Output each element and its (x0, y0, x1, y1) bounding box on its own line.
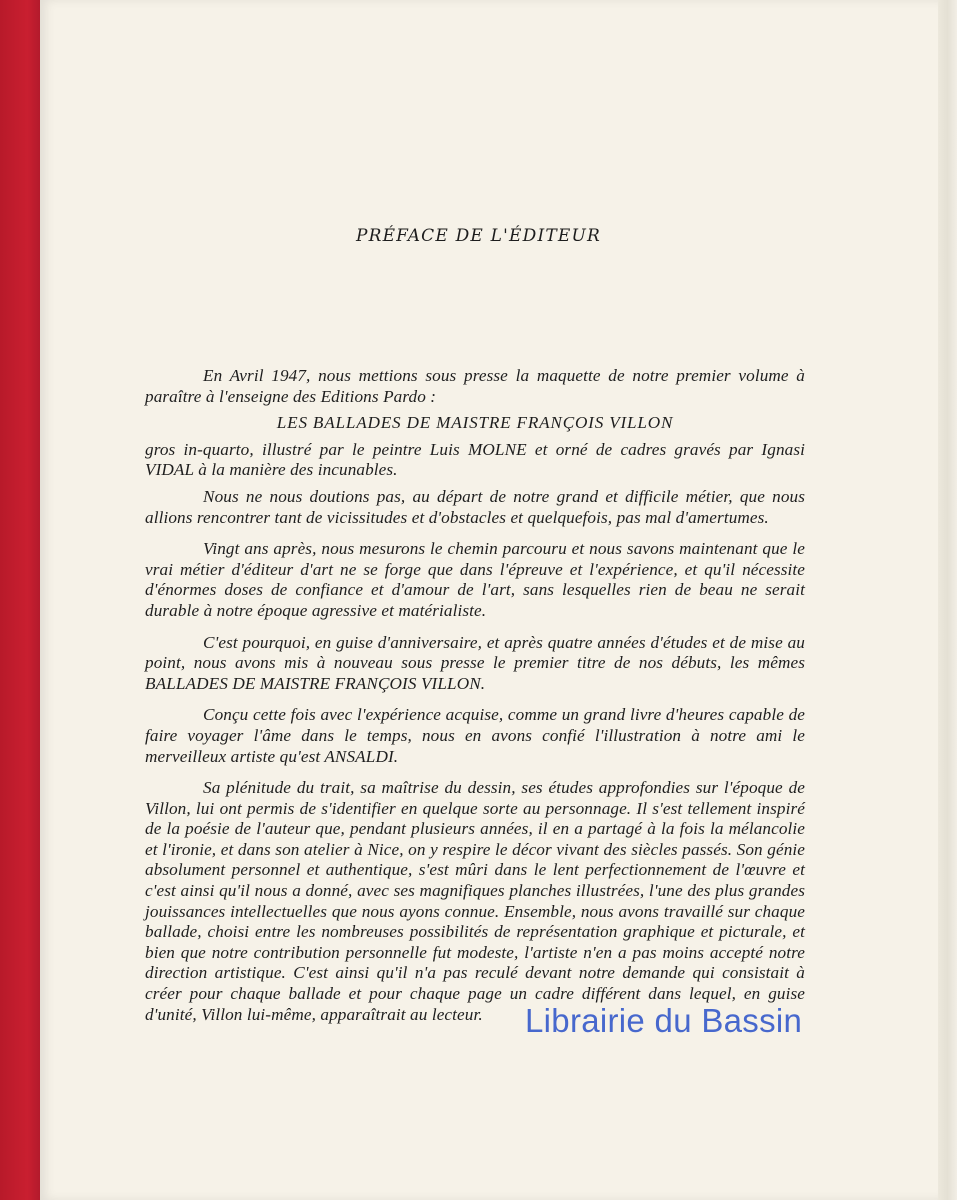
paragraph-1: En Avril 1947, nous mettions sous presse la maquette de notre premier volume à paraître à l'enseigne des Editions Pardo : (145, 366, 805, 406)
paragraph-3: Vingt ans après, nous mesurons le chemin parcouru et nous savons maintenant que le vrai métier d'éditeur d'art ne se forge que dans l'épreuve et l'expérience, et qu'il nécessite d'énormes doses de confiance et d'amour de l'art, sans lesquelles rien de beau ne serait durable à notre époque agressive et matérialiste. (145, 539, 805, 620)
preface-text (145, 366, 805, 1036)
paragraph-2: Nous ne nous doutions pas, au départ de notre grand et difficile métier, que nous allions rencontrer tant de vicissitudes et d'obstacles et quelquefois, pas mal d'amertumes. (145, 486, 805, 527)
book-title-centered: LES BALLADES DE MAISTRE FRANÇOIS VILLON (276, 413, 674, 433)
watermark-text: Librairie du Bassin (525, 1002, 803, 1039)
paragraph-5: Conçu cette fois avec l'expérience acquise, comme un grand livre d'heures capable de faire voyager l'âme dans le temps, nous en avons confié l'illustration à notre ami le merveilleux artiste qu'est ANSALDI. (145, 705, 805, 766)
paragraph-4: C'est pourquoi, en guise d'anniversaire, et après quatre années d'études et de mise au point, nous avons mis à nouveau sous presse le premier titre de nos débuts, les mêmes BALLADES DE MAISTRE FRANÇOIS VILLON. (145, 632, 805, 693)
paragraph-1-continued: gros in-quarto, illustré par le peintre Luis MOLNE et orné de cadres gravés par Ignasi VIDAL à la manière des incunables. (145, 439, 805, 480)
page-edge (938, 0, 957, 1200)
page-title: PRÉFACE DE L'ÉDITEUR (355, 226, 602, 246)
paragraph-6: Sa plénitude du trait, sa maîtrise du dessin, ses études approfondies sur l'époque de Villon, lui ont permis de s'identifier en quelque sorte au personnage. Il s'est tellement inspiré de la poésie de l'auteur que, pendant plusieurs années, il en a partagé à la fois la mélancolie et l'ironie, et dans son atelier à Nice, on y respire le décor vivant des siècles passés. Son génie absolument personnel et authentique, s'est mûri dans le lent perfectionnement de l'œuvre et c'est ainsi qu'il nous a donné, avec ses magnifiques planches illustrées, l'une des plus grandes jouissances intellectuelles que nous ayons connue. Ensemble, nous avons travaillé sur chaque ballade, choisi entre les nombreuses possibilités de représentation graphique et picturale, et bien que notre contribution personnelle fut modeste, l'artiste n'en a pas moins accepté notre direction artistique. C'est ainsi qu'il n'a pas reculé devant notre demande qui consistait à créer pour chaque ballade et pour chaque page un cadre différent dans lequel, en guise d'unité, Villon lui-même, apparaîtrait au lecteur. (145, 778, 805, 1024)
